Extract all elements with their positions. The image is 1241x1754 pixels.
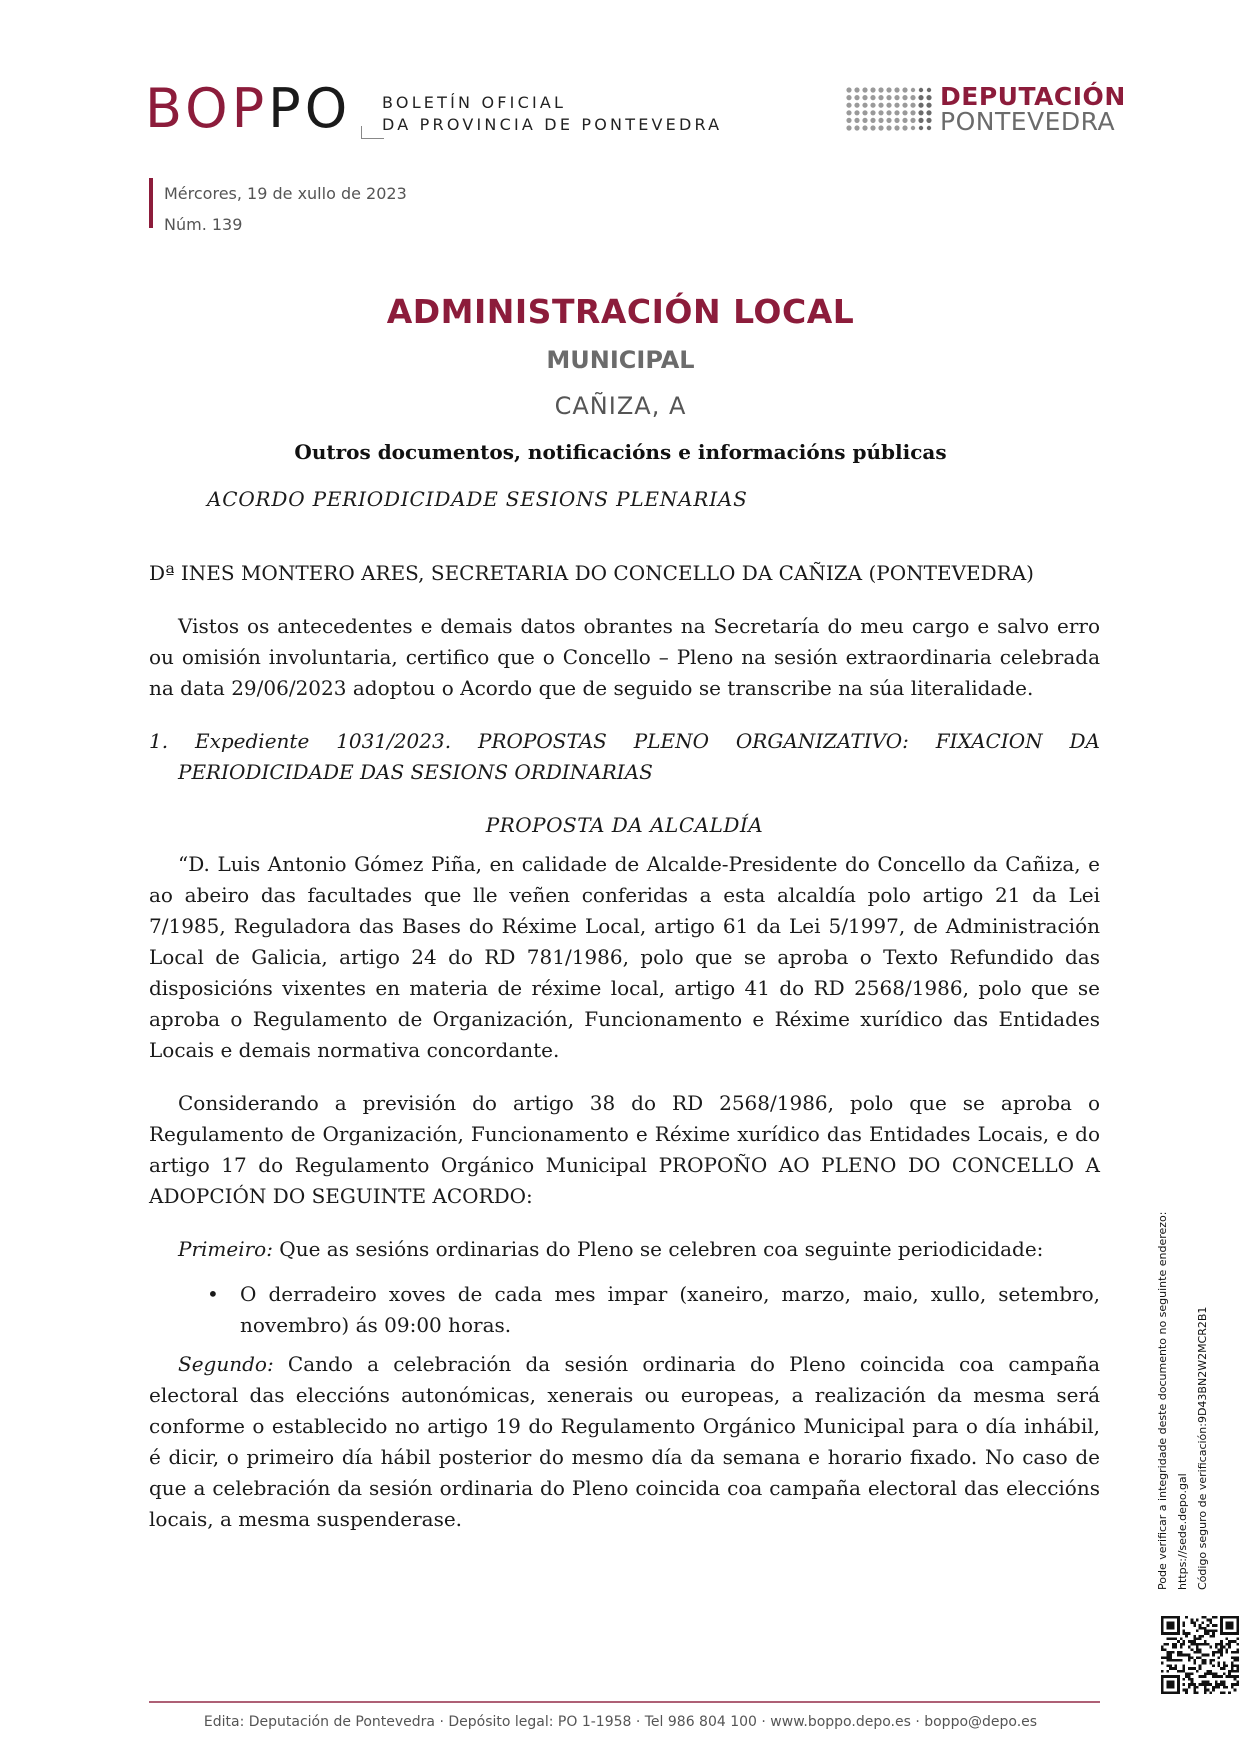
paragraph-proposal: “D. Luis Antonio Gómez Piña, en calidade de Alcalde-Presidente do Concello da Cañiza, e ao abeiro das facultades que lle veñen conferidas a esta alcaldía polo artigo 21 da Lei 7/1985, Reguladora das Bases do Réxime Local, artigo 61 da Lei 5/1997, de Administración Local de Galicia, artigo 24 do RD 781/1986, polo que se aproba o Texto Refundido das disposicións vixentes en materia de réxime local, artigo 41 do RD 2568/1986, polo que se aproba o Regulamento de Organización, Funcionamento e Réxime xurídico das Entidades Locais e demais normativa concordante. [149,852,1100,1062]
logo-subtitle-line1: BOLETÍN OFICIAL [382,93,567,112]
logo-corner-mark [361,126,384,139]
agenda-item: 1. Expediente 1031/2023. PROPOSTAS PLENO ORGANIZATIVO: FIXACION DA PERIODICIDADE DAS SESIONS ORDINARIAS [149,729,1100,784]
date-accent-bar [149,178,153,228]
logo-subtitle [382,92,722,136]
logo-bop-text: BOP [145,77,269,140]
logo-subtitle-line2: DA PROVINCIA DE PONTEVEDRA [382,115,723,134]
document-body [149,558,1100,1535]
municipality-name: CAÑIZA, A [554,392,687,420]
first-text: Que as sesións ordinarias do Pleno se celebren coa seguinte periodicidade: [272,1237,1044,1261]
document-heading: ACORDO PERIODICIDADE SESIONS PLENARIAS [207,487,748,511]
paragraph-certification: Vistos os antecedentes e demais datos obrantes na Secretaría do meu cargo e salvo erro ou omisión involuntaria, certifico que o Concello – Pleno na sesión extraordinaria celebrada na data 29/06/2023 adoptou o Acordo que de seguido se transcribe na súa literalidade. [149,614,1100,700]
verification-note: Pode verificar a integridade deste documento no seguinte enderezo: [1156,1211,1169,1590]
document-category: Outros documentos, notificacións e informacións públicas [294,440,947,464]
verification-code: Código seguro de verificación:9D43BN2W2MCR2B1 [1196,1306,1209,1590]
boppo-logo [145,77,352,140]
deputacion-logo-line2: PONTEVEDRA [940,107,1116,136]
list-item-text: O derradeiro xoves de cada mes impar (xaneiro, marzo, maio, xullo, setembro, novembro) ás 09:00 horas. [240,1282,1100,1337]
issue-info [164,178,407,240]
deputacion-dots-logo-icon [845,86,933,132]
second-text: Cando a celebración da sesión ordinaria do Pleno coincida coa campaña electoral das eleccións autonómicas, xenerais ou europeas, a realización da mesma será conforme o establecido no artigo 19 do Regulamento Orgánico Municipal para o día inhábil, é dicir, o primeiro día hábil posterior do mesmo día da semana e horario fixado. No caso de que a celebración da sesión ordinaria do Pleno coincida coa campaña electoral das eleccións locais, a mesma suspenderase. [149,1352,1100,1531]
issue-number: Núm. 139 [164,215,243,234]
footer-divider [149,1701,1100,1703]
issue-date: Mércores, 19 de xullo de 2023 [164,184,407,203]
list-item [149,1279,1100,1341]
paragraph-considering: Considerando a previsión do artigo 38 do RD 2568/1986, polo que se aproba o Regulamento de Organización, Funcionamento e Réxime xurídico das Entidades Locais, e do artigo 17 do Regulamento Orgánico Municipal PROPOÑO AO PLENO DO CONCELLO A ADOPCIÓN DO SEGUINTE ACORDO: [149,1091,1100,1208]
bullet-icon: • [207,1282,219,1306]
paragraph-second [149,1349,1100,1535]
signatory-line: Dª INES MONTERO ARES, SECRETARIA DO CONCELLO DA CAÑIZA (PONTEVEDRA) [149,561,1034,585]
deputacion-logo-line1: DEPUTACIÓN [940,82,1126,111]
footer-info: Edita: Deputación de Pontevedra · Depósito legal: PO 1-1958 · Tel 986 804 100 · www.boppo.depo.es · boppo@depo.es [203,1714,1038,1730]
section-title: ADMINISTRACIÓN LOCAL [386,292,855,331]
subsection-title: MUNICIPAL [546,346,695,374]
second-label: Segundo: [178,1352,274,1376]
proposal-title: PROPOSTA DA ALCALDÍA [485,813,764,837]
verification-url[interactable]: https://sede.depo.gal [1176,1473,1189,1590]
qr-code-icon [1161,1616,1239,1694]
first-label: Primeiro: [178,1237,273,1261]
paragraph-first [149,1234,1100,1265]
logo-po-text: PO [268,77,352,140]
